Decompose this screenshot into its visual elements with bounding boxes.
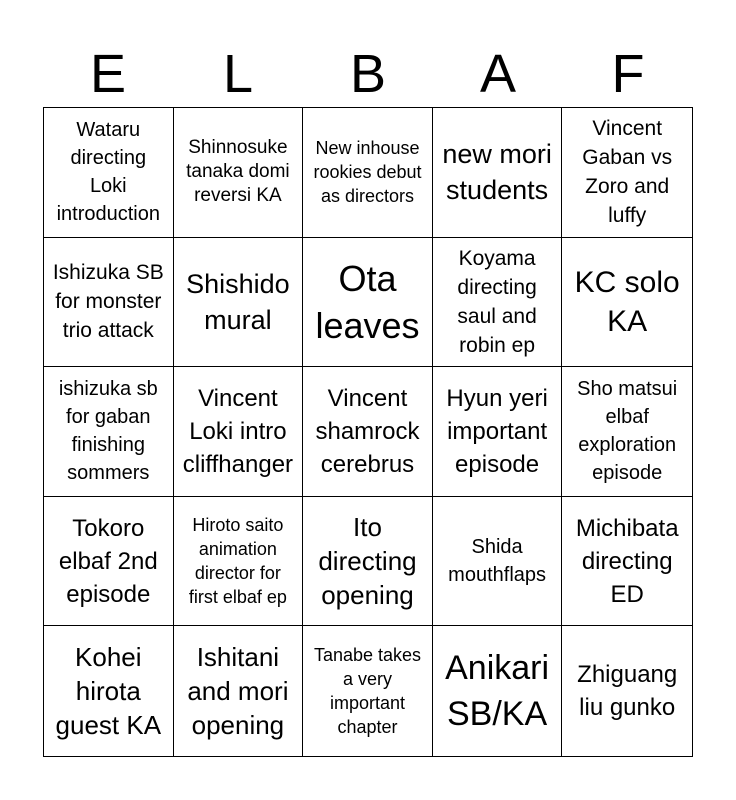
bingo-cell[interactable] bbox=[174, 367, 304, 497]
bingo-cell[interactable] bbox=[303, 626, 433, 756]
bingo-cell[interactable] bbox=[562, 367, 692, 497]
bingo-cell-text: Anikari SB/KA bbox=[445, 649, 550, 734]
header-letter-b: B bbox=[349, 44, 387, 104]
bingo-cell-text: Vincent Loki intro cliffhanger bbox=[182, 384, 294, 478]
bingo-cell[interactable] bbox=[174, 108, 304, 238]
bingo-cell-text: Ishizuka SB for monster trio attack bbox=[52, 261, 164, 343]
bingo-cell-text: Ota leaves bbox=[315, 257, 420, 346]
bingo-cell[interactable] bbox=[303, 238, 433, 368]
header-letter-f: F bbox=[611, 44, 645, 104]
bingo-cell[interactable] bbox=[562, 238, 692, 368]
bingo-cell-text: ishizuka sb for gaban finishing sommers bbox=[58, 378, 158, 485]
bingo-cell[interactable] bbox=[562, 108, 692, 238]
bingo-cell[interactable] bbox=[174, 626, 304, 756]
bingo-cell-text: KC solo KA bbox=[574, 265, 680, 338]
header-letter-e: E bbox=[89, 44, 127, 104]
bingo-cell[interactable] bbox=[433, 497, 563, 627]
bingo-board bbox=[43, 107, 693, 757]
bingo-cell-text: Shinnosuke tanaka domi reversi KA bbox=[186, 137, 290, 207]
bingo-cell[interactable] bbox=[303, 497, 433, 627]
header-letter-l: L bbox=[222, 44, 254, 104]
bingo-cell-text: Ito directing opening bbox=[318, 512, 417, 611]
bingo-cell-text: New inhouse rookies debut as directors bbox=[313, 138, 422, 207]
bingo-cell[interactable] bbox=[433, 367, 563, 497]
bingo-cell-text: Michibata directing ED bbox=[575, 514, 679, 608]
bingo-cell-text: Hiroto saito animation director for first elbaf ep bbox=[188, 515, 287, 608]
bingo-cell[interactable] bbox=[44, 238, 174, 368]
bingo-cell-text: Vincent shamrock cerebrus bbox=[315, 384, 420, 478]
bingo-cell-text: Sho matsui elbaf exploration episode bbox=[577, 378, 678, 485]
header-letter-a: A bbox=[479, 44, 517, 104]
bingo-cell-text: Shida mouthflaps bbox=[448, 536, 547, 587]
bingo-cell-text: Hyun yeri important episode bbox=[446, 384, 548, 478]
bingo-cell[interactable] bbox=[562, 626, 692, 756]
bingo-cell[interactable] bbox=[303, 108, 433, 238]
bingo-cell[interactable] bbox=[433, 238, 563, 368]
bingo-cell[interactable] bbox=[433, 626, 563, 756]
bingo-cell-text: Koyama directing saul and robin ep bbox=[457, 246, 537, 357]
bingo-cell[interactable] bbox=[174, 238, 304, 368]
bingo-cell[interactable] bbox=[44, 497, 174, 627]
bingo-cell[interactable] bbox=[303, 367, 433, 497]
bingo-cell[interactable] bbox=[44, 367, 174, 497]
bingo-cell[interactable] bbox=[562, 497, 692, 627]
bingo-cell-text: Wataru directing Loki introduction bbox=[56, 119, 160, 226]
bingo-cell[interactable] bbox=[174, 497, 304, 627]
bingo-cell-text: Vincent Gaban vs Zoro and luffy bbox=[582, 117, 673, 228]
bingo-cell[interactable] bbox=[433, 108, 563, 238]
bingo-cell-text: Shishido mural bbox=[186, 268, 290, 335]
bingo-cell[interactable] bbox=[44, 626, 174, 756]
bingo-header bbox=[43, 40, 693, 108]
bingo-cell-text: Tokoro elbaf 2nd episode bbox=[58, 514, 158, 608]
bingo-cell-text: new mori students bbox=[442, 139, 552, 206]
bingo-cell-text: Kohei hirota guest KA bbox=[55, 642, 162, 741]
bingo-cell-text: Tanabe takes a very important chapter bbox=[313, 645, 422, 738]
bingo-cell-text: Ishitani and mori opening bbox=[187, 642, 289, 741]
bingo-cell[interactable] bbox=[44, 108, 174, 238]
bingo-cell-text: Zhiguang liu gunko bbox=[577, 661, 678, 722]
